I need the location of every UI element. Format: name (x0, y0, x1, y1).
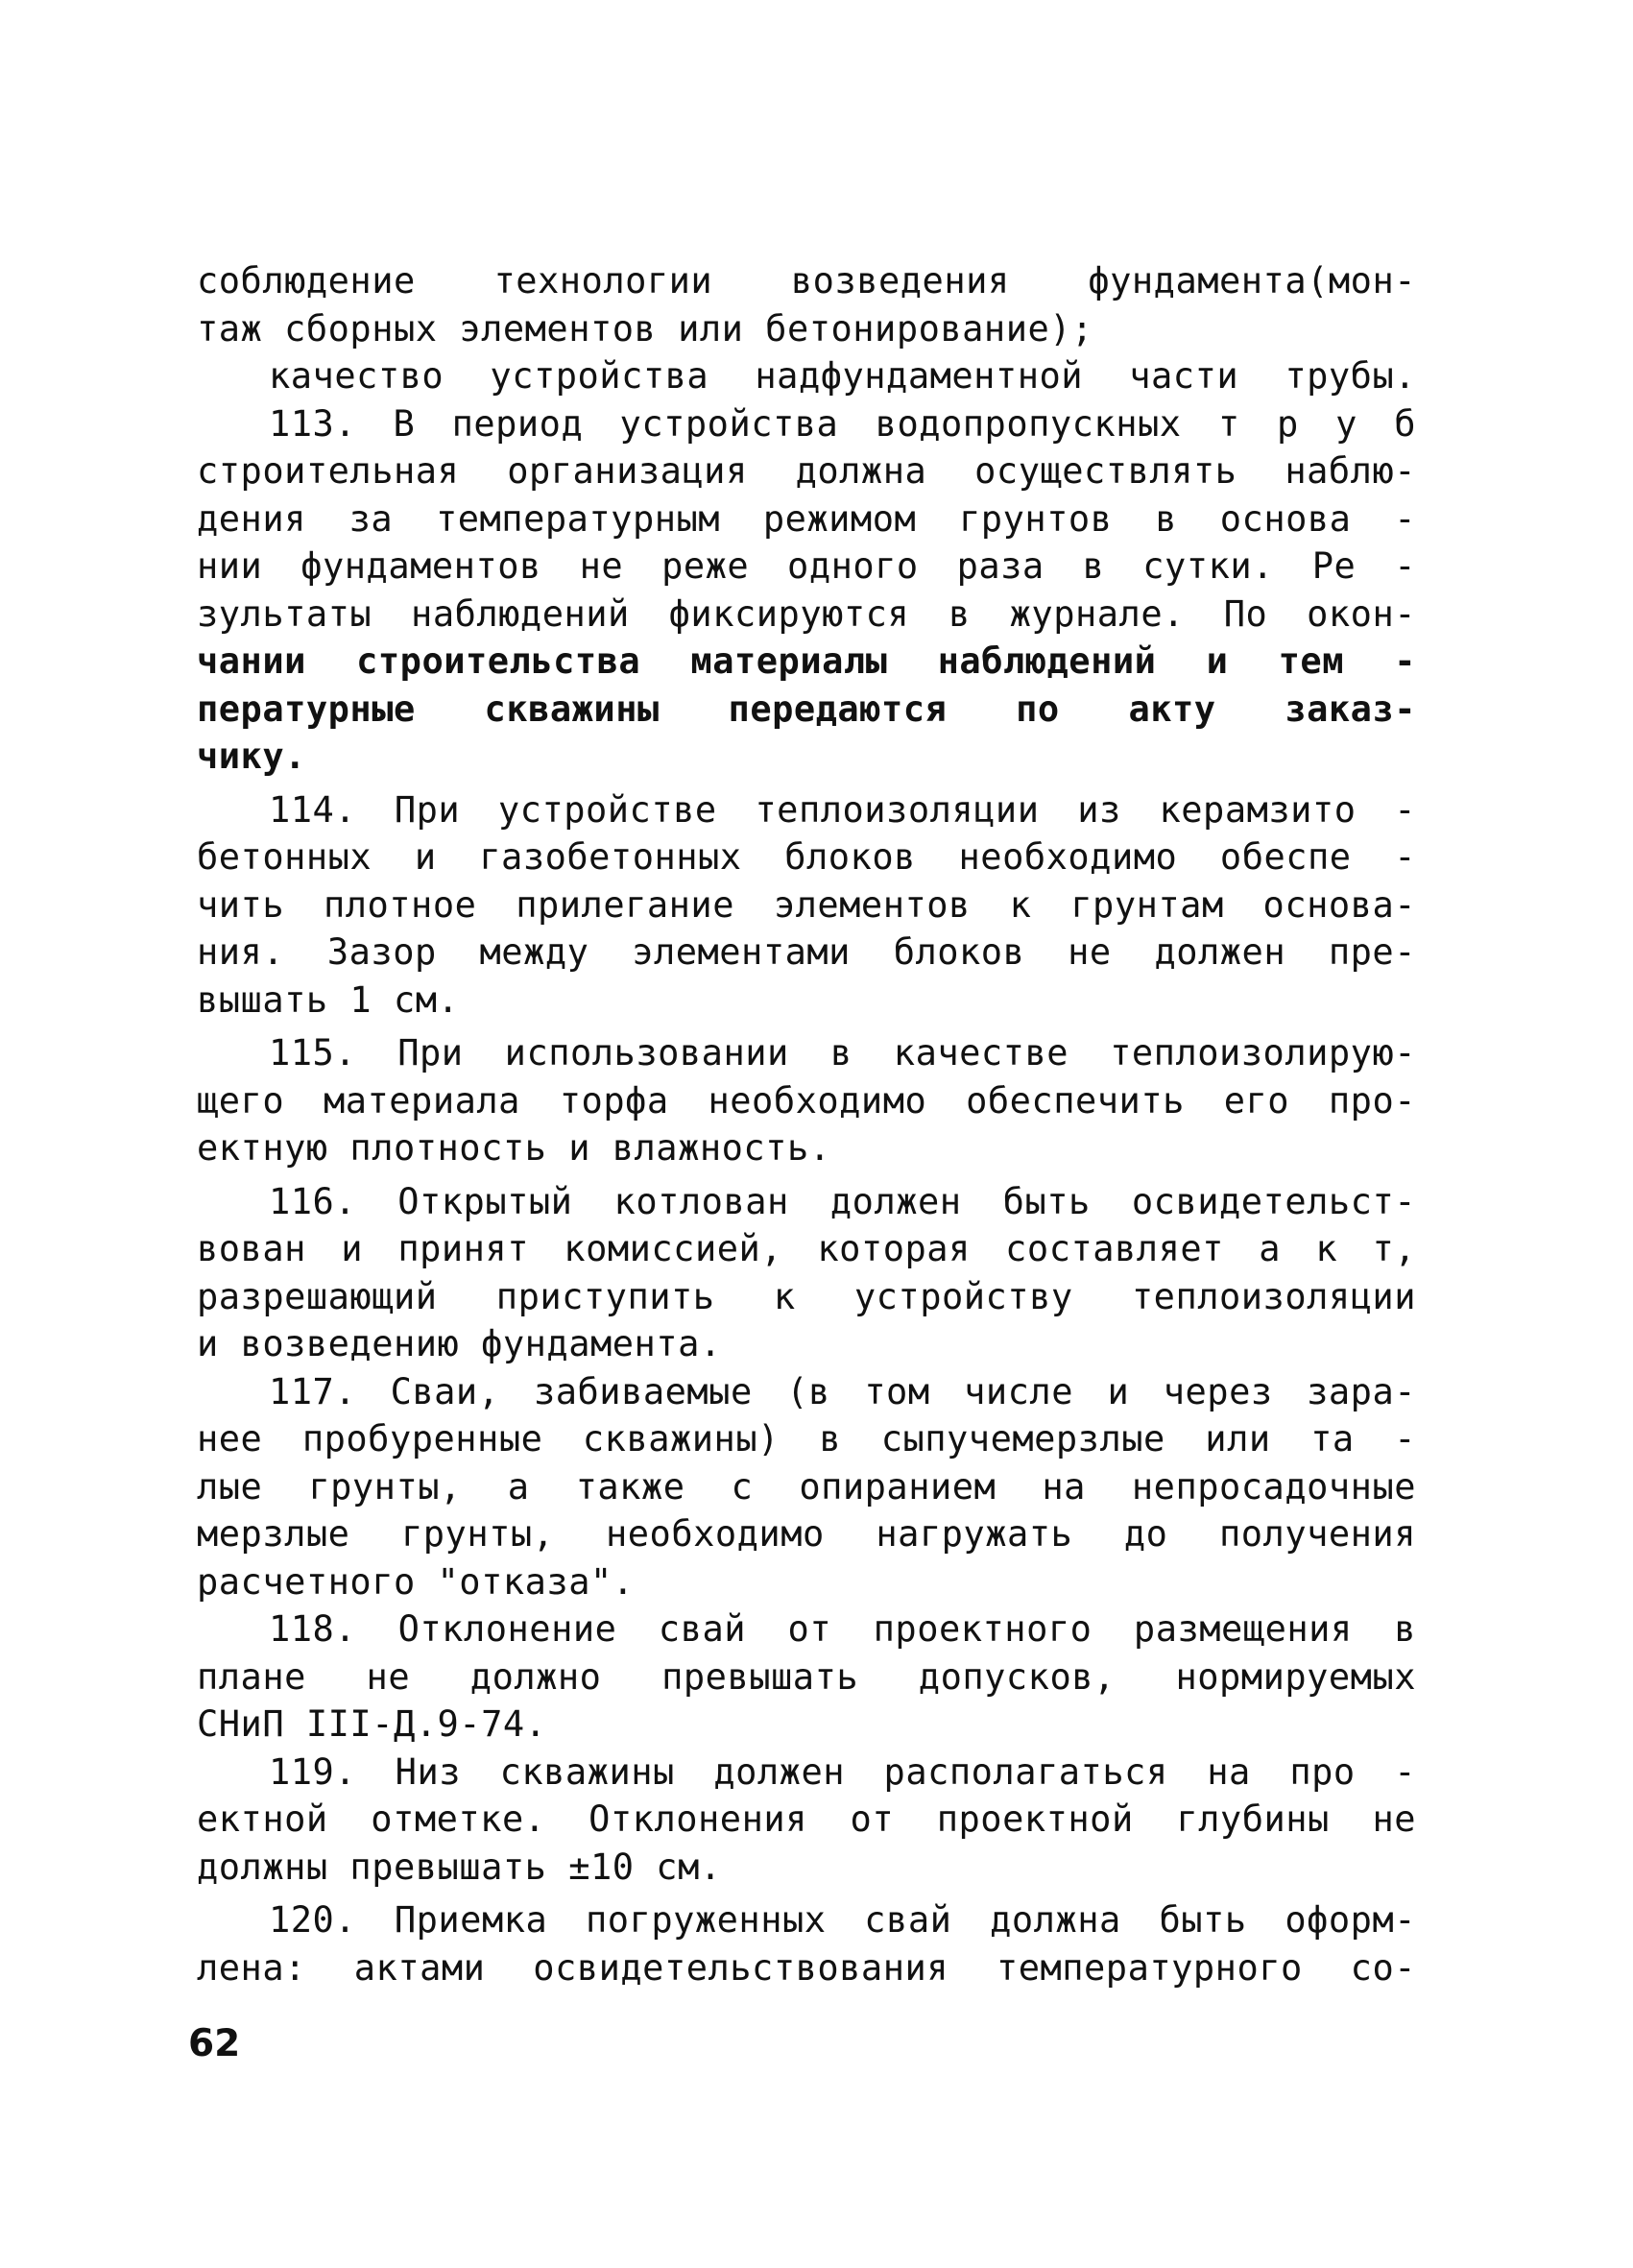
paragraph-113-start: 113. В период устройства водопропускных т р у б (269, 402, 1416, 445)
page-number: 62 (188, 2022, 241, 2065)
text-line: нее пробуренные скважины) в сыпучемерзлые или та - (197, 1418, 1416, 1460)
paragraph-117-start: 117. Сваи, забиваемые (в том числе и через зара- (269, 1370, 1416, 1412)
text-line: пературные скважины передаются по акту заказ- (197, 688, 1416, 730)
text-line: нии фундаментов не реже одного раза в сутки. Ре - (197, 545, 1416, 587)
body-text (197, 257, 1416, 1991)
text-line: ектную плотность и влажность. (197, 1127, 831, 1169)
text-line: должны превышать ±10 см. (197, 1846, 722, 1888)
text-line: строительная организация должна осуществлять наблю- (197, 450, 1416, 492)
text-line: вышать 1 см. (197, 978, 460, 1021)
text-line: лые грунты, а также с опиранием на непросадочные (197, 1465, 1416, 1508)
text-line: зультаты наблюдений фиксируются в журнале. По окон- (197, 592, 1416, 635)
paragraph-120-start: 120. Приемка погруженных свай должна быть оформ- (269, 1899, 1416, 1941)
paragraph-116-start: 116. Открытый котлован должен быть освидетельст- (269, 1180, 1416, 1222)
text-line: расчетного "отказа". (197, 1560, 635, 1603)
paragraph-114-start: 114. При устройстве теплоизоляции из керамзито - (269, 788, 1416, 831)
text-line: вован и принят комиссией, которая составляет а к т, (197, 1228, 1416, 1269)
text-line: таж сборных элементов или бетонирование); (197, 307, 1093, 350)
text-line: дения за температурным режимом грунтов в основа - (197, 497, 1416, 540)
text-line: плане не должно превышать допусков, нормируемых (197, 1655, 1416, 1698)
text-line: мерзлые грунты, необходимо нагружать до получения (197, 1513, 1416, 1555)
text-line: СНиП III-Д.9-74. (197, 1703, 547, 1745)
text-line: разрешающий приступить к устройству теплоизоляции (197, 1275, 1416, 1317)
paragraph-119-start: 119. Низ скважины должен располагаться на про - (269, 1750, 1416, 1793)
text-line: щего материала торфа необходимо обеспечить его про- (197, 1079, 1416, 1122)
text-line: чить плотное прилегание элементов к грунтам основа- (197, 883, 1416, 926)
text-line: соблюдение технологии возведения фундамента(мон- (197, 260, 1416, 302)
text-line: чании строительства материалы наблюдений и тем - (197, 640, 1416, 682)
text-line: бетонных и газобетонных блоков необходимо обеспе - (197, 836, 1416, 878)
paragraph-115-start: 115. При использовании в качестве теплоизолирую- (269, 1032, 1416, 1074)
text-line: ектной отметке. Отклонения от проектной глубины не (197, 1798, 1416, 1840)
paragraph-118-start: 118. Отклонение свай от проектного размещения в (269, 1608, 1416, 1650)
text-line: чику. (197, 736, 306, 777)
text-line: и возведению фундамента. (197, 1323, 722, 1364)
text-line: лена: актами освидетельствования температурного со- (197, 1946, 1416, 1989)
text-line: качество устройства надфундаментной части трубы. (269, 355, 1416, 397)
text-line: ния. Зазор между элементами блоков не должен пре- (197, 931, 1416, 973)
